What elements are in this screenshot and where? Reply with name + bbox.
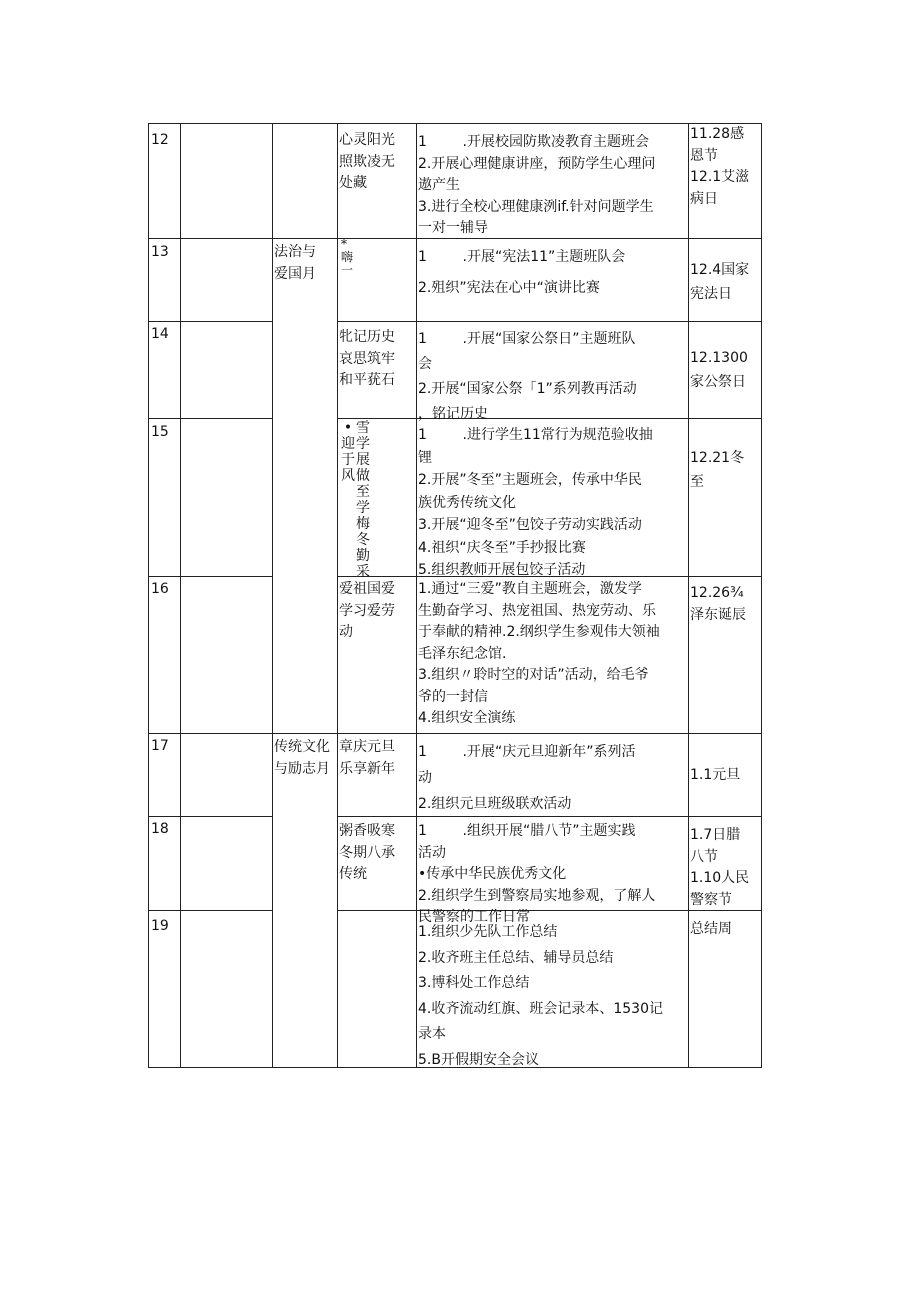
row-divider	[149, 321, 272, 322]
dates-cell: 1.7日腊 八节 1.10人民 警察节	[690, 827, 750, 908]
row-divider	[149, 733, 761, 734]
row-number: 15	[151, 424, 169, 440]
theme-cell: 爱祖国爱 学习爱劳 动	[339, 581, 395, 640]
activities-cell: 1 .开展“庆元旦迎新年”系列活 动 2.组织元旦班级联欢活动	[418, 744, 636, 812]
activities-cell: 1.组织少先队工作总结 2.收齐班主任总结、辅导员总结 3.博科处工作总结 4.收齐流动红旗、班会记录本、1530记 录本 5.B开假期安全会议	[418, 924, 663, 1068]
dates-cell: 12.21冬 至	[690, 450, 745, 490]
row-number: 17	[151, 738, 169, 754]
row-divider	[149, 910, 272, 911]
row-divider	[337, 321, 761, 322]
col-divider	[272, 124, 273, 1067]
dates-cell: 12.4国家 宪法日	[690, 262, 750, 302]
col-divider	[688, 124, 689, 1067]
theme-cell: * 嗨 一	[341, 237, 354, 277]
theme-cell: 心灵阳光 照欺凌无 处藏	[339, 132, 395, 191]
dates-cell: 12.1300 家公祭日	[690, 350, 748, 390]
dates-cell: 11.28感 恩节 12.1艾滋 病日	[690, 126, 750, 207]
group-title-law: 法治与 爱国月	[274, 244, 316, 282]
activities-cell: 1 .组织开展“腊八节”主题实践 活动 •传承中华民族优秀文化 2.组织学生到警察局实地参观，了解人 民警察的工作日常	[418, 823, 656, 925]
dates-cell: 12.26¾ 泽东诞辰	[690, 585, 746, 623]
row-number: 19	[151, 918, 169, 934]
row-divider	[149, 576, 272, 577]
theme-cell: 章庆元旦 乐享新年	[339, 739, 395, 777]
theme-cell: 粥香吸寒 冬期八承 传统	[339, 823, 395, 882]
theme-cell: 牝记历史 哀思筑牢 和平莸石	[339, 329, 395, 388]
row-number: 14	[151, 326, 169, 342]
row-divider	[149, 816, 272, 817]
dates-cell: 总结周	[690, 921, 732, 937]
activities-cell: 1.通过“三爱”教自主题班会，激发学 生勤奋学习、热宠祖国、热宠劳动、乐 于奉献的精神.2.纲织学生参观伟大领袖 毛泽东纪念馆. 3.组织〃聆时空的对话”活动，给毛爷 爷的一封信 4.组织安全演练	[418, 581, 660, 726]
col-divider	[180, 124, 181, 1067]
row-number: 13	[151, 244, 169, 260]
theme-cell-vertical: • 迎 于 风 雪 学 展 做 至 学 梅 冬 勤 采	[341, 420, 370, 580]
activities-cell: 1 .开展“宪法11”主题班队会 2.殂织”宪法在心中“演讲比赛	[418, 249, 626, 296]
col-divider	[337, 124, 338, 1067]
col-divider	[416, 124, 417, 1067]
activities-cell: 1 .进行学生11常行为规范验收抽 锂 2.开展”冬至”主题班会，传承中华民 族优秀传统文化 3.开展“迎冬至”包饺子劳动实践活动 4.祖织“庆冬至”手抄报比赛 5.组织教师开展包饺子活动	[418, 427, 653, 578]
row-divider	[149, 418, 272, 419]
activities-cell: 1 .开展“国家公祭日”主题班队 会 2.开展“国家公祭「1”系列教再活动 ，铭记历史	[418, 331, 637, 422]
row-number: 16	[151, 581, 169, 597]
group-title-tradition: 传统文化 与励志月	[274, 739, 330, 777]
dates-cell: 1.1元旦	[690, 767, 741, 783]
schedule-table	[148, 123, 762, 1068]
activities-cell: 1 .开展校园防欺凌教育主题班会 2.开展心理健康讲座，预防学生心理问 遨产生 3.进行全校心理健康洌if.针对问题学生 一对一辅导	[418, 134, 656, 236]
row-number: 18	[151, 821, 169, 837]
row-number: 12	[151, 132, 169, 148]
